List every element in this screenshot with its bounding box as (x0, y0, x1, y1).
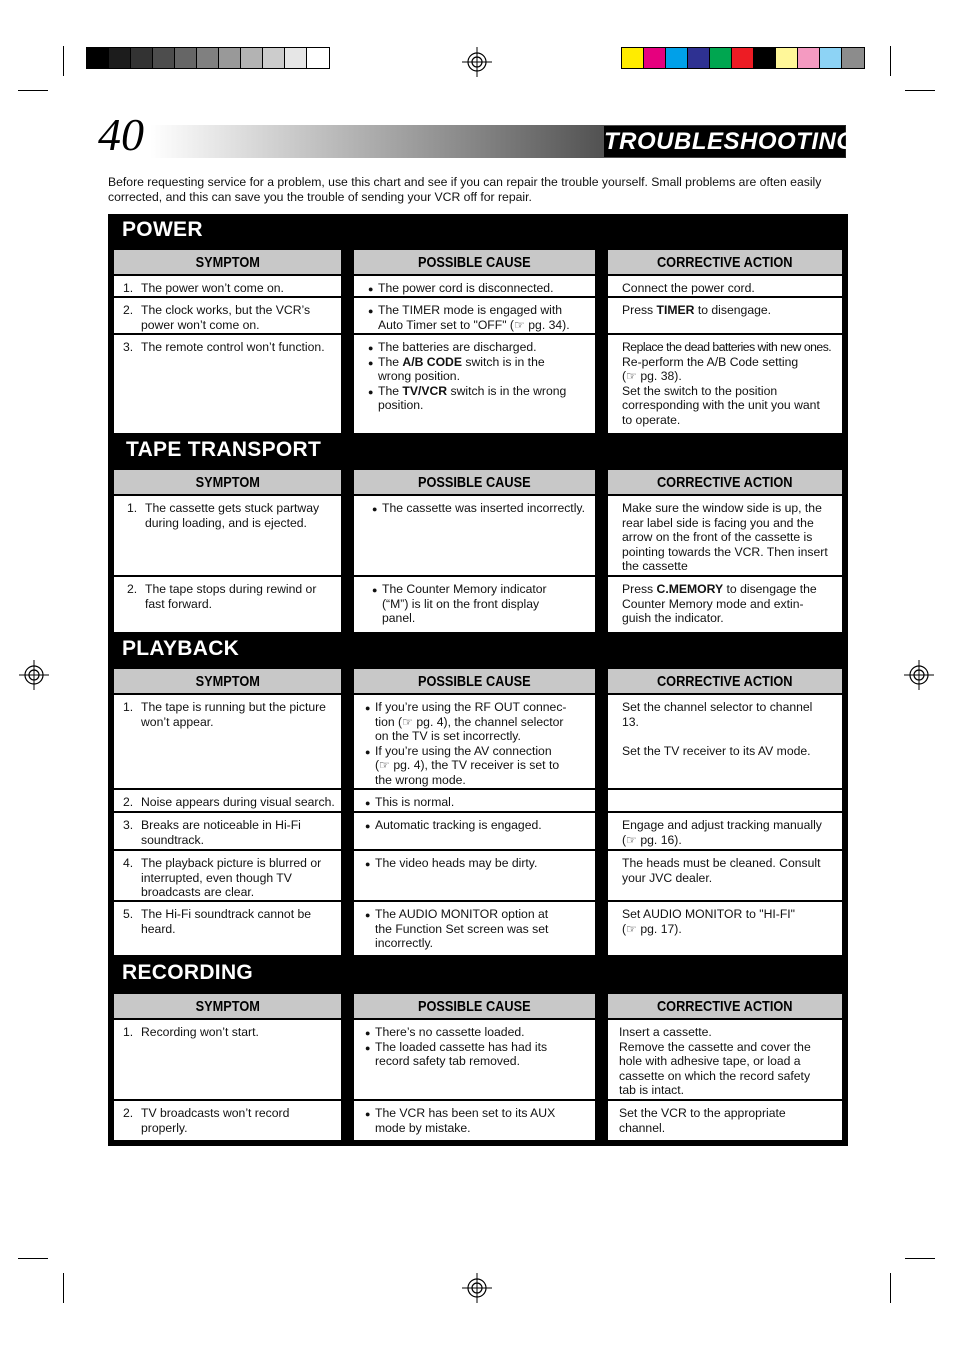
cause-text (378, 303, 570, 332)
action-cell (608, 695, 842, 788)
action-text (622, 582, 817, 626)
cause-column-header (354, 669, 595, 694)
bullet-icon: ● (365, 746, 371, 757)
intro-paragraph (108, 175, 848, 205)
action-cell (608, 335, 842, 433)
cause-text (378, 340, 537, 355)
symptom-cell (114, 902, 341, 955)
action-line: (☞ pg. 17). (622, 921, 682, 936)
bullet-icon: ● (368, 343, 374, 353)
symptom-line: The Hi-Fi soundtrack cannot be (141, 907, 312, 921)
action-column-header (608, 994, 842, 1019)
bullet-icon: ● (365, 910, 371, 920)
cause-text (375, 856, 537, 871)
action-line: Connect the power cord. (622, 281, 755, 295)
bullet-icon: ● (368, 306, 374, 316)
action-line: channel. (619, 1120, 666, 1135)
crop-mark (18, 1258, 48, 1259)
row-number: 2. (123, 795, 134, 809)
registration-mark-icon (19, 660, 49, 690)
cause-cell (354, 1101, 595, 1140)
symptom-text (141, 281, 284, 296)
action-line: Counter Memory mode and extin- (622, 596, 804, 611)
crop-mark (905, 90, 935, 91)
action-line: the cassette (622, 559, 688, 574)
action-text (622, 303, 771, 318)
color-swatch (776, 48, 798, 68)
color-swatch (732, 48, 754, 68)
cause-cell (354, 577, 595, 632)
crop-mark (905, 1258, 935, 1259)
action-line: cassette on which the record safety (619, 1068, 811, 1083)
action-line: (☞ pg. 16). (622, 832, 682, 847)
cause-cell (354, 298, 595, 333)
action-cell (608, 1101, 842, 1140)
color-swatch (153, 48, 175, 68)
symptom-line: fast forward. (145, 596, 213, 611)
action-text (622, 340, 831, 428)
color-swatch (688, 48, 710, 68)
symptom-line: The tape is running but the picture (141, 700, 326, 714)
action-column-header-label: CORRECTIVE ACTION (657, 254, 793, 271)
color-swatch (307, 48, 329, 68)
symptom-text (141, 1025, 259, 1040)
action-line: Set the TV receiver to its AV mode. (622, 743, 811, 758)
cause-text (375, 700, 566, 744)
symptom-cell (114, 298, 341, 333)
bullet-icon: ● (365, 798, 371, 808)
cause-line: Auto Timer set to "OFF" (☞ pg. 34). (378, 317, 570, 332)
action-line: Insert a cassette. (619, 1025, 712, 1039)
symptom-column-header-label: SYMPTOM (195, 254, 260, 271)
cause-text (375, 744, 559, 788)
key-label: TV/VCR (402, 383, 448, 398)
cause-line: The loaded cassette has had its (375, 1039, 548, 1054)
symptom-line: The clock works, but the VCR’s (141, 303, 311, 317)
bullet-icon: ● (365, 1028, 371, 1038)
color-swatch (798, 48, 820, 68)
section-title-tape_transport: TAPE TRANSPORT (126, 438, 322, 461)
color-swatch (241, 48, 263, 68)
color-swatch (109, 48, 131, 68)
symptom-text (141, 700, 326, 729)
color-swatch (197, 48, 219, 68)
symptom-column-header (114, 994, 341, 1019)
symptom-line: Recording won’t start. (141, 1025, 259, 1039)
action-cell (608, 851, 842, 900)
symptom-text (145, 582, 316, 611)
symptom-text (141, 340, 325, 355)
action-cell (608, 496, 842, 575)
symptom-cell (114, 1020, 341, 1099)
cause-text (375, 1040, 547, 1069)
action-cell (608, 577, 842, 632)
color-swatch (175, 48, 197, 68)
bullet-icon: ● (365, 1042, 371, 1053)
cause-line: record safety tab removed. (375, 1054, 520, 1069)
bullet-icon: ● (365, 703, 371, 713)
symptom-text (141, 907, 311, 936)
cause-line: The power cord is disconnected. (378, 281, 554, 295)
process-color-bar (621, 47, 865, 69)
cause-line: This is normal. (375, 795, 455, 809)
row-number: 1. (123, 281, 134, 295)
color-swatch (131, 48, 153, 68)
symptom-text (145, 501, 319, 530)
text-run: Press (622, 582, 657, 596)
symptom-cell (114, 335, 341, 433)
symptom-text (141, 303, 310, 332)
section-title-playback: PLAYBACK (122, 637, 240, 660)
cause-line: The video heads may be dirty. (375, 856, 538, 870)
row-number: 5. (123, 907, 134, 921)
symptom-line: Noise appears during visual search. (141, 795, 335, 809)
action-text (622, 700, 812, 758)
cause-line: The Counter Memory indicator (382, 582, 547, 596)
text-run: Press (622, 303, 657, 317)
cause-text (375, 1025, 525, 1040)
symptom-line: The cassette gets stuck partway (145, 501, 320, 515)
cause-line: the wrong mode. (375, 772, 466, 787)
cause-line: panel. (382, 611, 416, 626)
cause-line: The cassette was inserted incorrectly. (382, 501, 585, 515)
key-label: A/B CODE (402, 354, 462, 369)
color-swatch (644, 48, 666, 68)
cause-line: The TIMER mode is engaged with (378, 303, 563, 317)
symptom-line: interrupted, even though TV (141, 870, 292, 885)
color-swatch (87, 48, 109, 68)
cause-line: (“M”) is lit on the front display (382, 596, 540, 611)
cause-column-header-label: POSSIBLE CAUSE (418, 254, 531, 271)
action-text (622, 281, 755, 296)
symptom-cell (114, 790, 341, 811)
action-column-header-label: CORRECTIVE ACTION (657, 673, 793, 690)
action-line: Remove the cassette and cover the (619, 1039, 811, 1054)
symptom-text (141, 856, 321, 900)
symptom-cell (114, 1101, 341, 1140)
row-number: 3. (123, 340, 134, 354)
cause-cell (354, 1020, 595, 1099)
symptom-cell (114, 851, 341, 900)
symptom-line: properly. (141, 1120, 188, 1135)
row-number: 1. (127, 501, 138, 515)
crop-mark (18, 90, 48, 91)
cause-cell (354, 496, 595, 575)
text-run: switch is in the (461, 354, 545, 369)
row-number: 4. (123, 856, 134, 870)
crop-mark (63, 1273, 64, 1303)
page-number: 40 (98, 109, 144, 160)
symptom-line: during loading, and is ejected. (145, 515, 307, 530)
cause-line: The AUDIO MONITOR option at (375, 907, 549, 921)
action-cell (608, 813, 842, 849)
action-column-header-label: CORRECTIVE ACTION (657, 474, 793, 491)
symptom-text (141, 795, 335, 810)
action-column-header (608, 470, 842, 495)
symptom-cell (114, 276, 341, 296)
symptom-column-header-label: SYMPTOM (195, 474, 260, 491)
text-run: The (378, 383, 403, 398)
cause-line: (☞ pg. 4), the TV receiver is set to (375, 758, 560, 773)
symptom-column-header-label: SYMPTOM (195, 998, 260, 1015)
action-line: to operate. (622, 412, 681, 427)
cause-line: The batteries are discharged. (378, 340, 537, 354)
cause-text (382, 501, 585, 516)
symptom-text (141, 1106, 289, 1135)
cause-text (375, 907, 548, 951)
action-line: 13. (622, 714, 639, 729)
action-line (622, 582, 817, 597)
action-line: Make sure the window side is up, the (622, 501, 822, 515)
symptom-line: broadcasts are clear. (141, 885, 255, 900)
cause-line: If you’re using the AV connection (375, 743, 552, 758)
bullet-icon: ● (365, 1109, 371, 1119)
action-column-header (608, 250, 842, 275)
intro-line: Before requesting service for a problem, use this chart and see if you can repair the trouble yourself. Small problems are often easily (108, 175, 822, 189)
cause-cell (354, 851, 595, 900)
key-label: TIMER (656, 303, 695, 317)
cause-text (378, 384, 566, 413)
cause-cell (354, 813, 595, 849)
bullet-icon: ● (365, 821, 371, 831)
key-label: C.MEMORY (656, 582, 724, 596)
cause-line (378, 355, 545, 370)
cause-line: position. (378, 398, 424, 413)
cause-line (378, 384, 566, 399)
color-swatch (754, 48, 776, 68)
cause-text (378, 355, 545, 384)
action-line (622, 303, 771, 318)
symptom-line: TV broadcasts won’t record (141, 1106, 290, 1120)
action-cell (608, 902, 842, 955)
action-line: rear label side is facing you and the (622, 515, 814, 530)
symptom-line: power won’t come on. (141, 317, 260, 332)
symptom-line: The power won’t come on. (141, 281, 284, 295)
cause-cell (354, 790, 595, 811)
grayscale-color-bar (86, 47, 330, 69)
bullet-icon: ● (368, 284, 374, 294)
registration-mark-icon (462, 47, 492, 77)
cause-text (382, 582, 547, 626)
action-line: Set AUDIO MONITOR to "HI-FI" (622, 907, 795, 921)
bullet-icon: ● (365, 859, 371, 869)
action-text (622, 818, 822, 847)
symptom-line: The remote control won’t function. (141, 340, 325, 354)
action-text (619, 1106, 786, 1135)
symptom-line: won’t appear. (141, 714, 214, 729)
symptom-column-header-label: SYMPTOM (195, 673, 260, 690)
registration-mark-icon (462, 1273, 492, 1303)
symptom-text (141, 818, 301, 847)
row-number: 1. (123, 1025, 134, 1039)
cause-line: wrong position. (378, 369, 460, 384)
action-line: (☞ pg. 38). (622, 369, 682, 384)
action-column-header-label: CORRECTIVE ACTION (657, 998, 793, 1015)
color-swatch (285, 48, 307, 68)
cause-column-header-label: POSSIBLE CAUSE (418, 998, 531, 1015)
color-swatch (710, 48, 732, 68)
color-swatch (820, 48, 842, 68)
action-line: pointing towards the VCR. Then insert (622, 544, 828, 559)
action-line: tab is intact. (619, 1083, 685, 1098)
action-line: Set the channel selector to channel (622, 700, 813, 714)
action-cell (608, 790, 842, 811)
row-number: 2. (123, 1106, 134, 1120)
symptom-line: The tape stops during rewind or (145, 582, 317, 596)
cause-column-header (354, 250, 595, 275)
action-text (619, 1025, 811, 1098)
cause-column-header-label: POSSIBLE CAUSE (418, 474, 531, 491)
action-line: corresponding with the unit you want (622, 398, 820, 413)
symptom-cell (114, 695, 341, 788)
cause-text (375, 818, 542, 833)
cause-column-header-label: POSSIBLE CAUSE (418, 673, 531, 690)
color-swatch (666, 48, 688, 68)
cause-column-header (354, 994, 595, 1019)
action-cell (608, 276, 842, 296)
cause-text (375, 1106, 555, 1135)
cause-line: There’s no cassette loaded. (375, 1025, 525, 1039)
action-text (622, 856, 821, 885)
text-run: switch is in the wrong (447, 383, 567, 398)
cause-line: Automatic tracking is engaged. (375, 818, 542, 832)
intro-line: corrected, and this can save you the trouble of sending your VCR off for repair. (108, 190, 532, 204)
cause-cell (354, 695, 595, 788)
row-number: 1. (123, 700, 134, 714)
section-title-power: POWER (122, 218, 203, 241)
cause-text (375, 795, 454, 810)
cause-line: mode by mistake. (375, 1120, 471, 1135)
symptom-line: heard. (141, 921, 176, 936)
color-swatch (219, 48, 241, 68)
color-swatch (842, 48, 864, 68)
page-title: TROUBLESHOOTING (604, 128, 856, 155)
color-swatch (622, 48, 644, 68)
action-line: your JVC dealer. (622, 870, 713, 885)
action-line: Replace the dead batteries with new ones. (622, 340, 832, 354)
cause-line: tion (☞ pg. 4), the channel selector (375, 714, 564, 729)
registration-mark-icon (904, 660, 934, 690)
action-line: hole with adhesive tape, or load a (619, 1054, 801, 1069)
cause-line: If you’re using the RF OUT connec- (375, 700, 567, 714)
row-number: 2. (127, 582, 138, 596)
cause-cell (354, 276, 595, 296)
action-cell (608, 298, 842, 333)
cause-cell (354, 902, 595, 955)
symptom-column-header (114, 250, 341, 275)
text-run: The (378, 354, 403, 369)
cause-line: on the TV is set incorrectly. (375, 729, 521, 744)
symptom-line: Breaks are noticeable in Hi-Fi (141, 818, 301, 832)
crop-mark (890, 46, 891, 76)
bullet-icon: ● (372, 585, 378, 595)
symptom-cell (114, 577, 341, 632)
section-title-recording: RECORDING (122, 961, 254, 984)
action-line (622, 729, 812, 744)
action-line: Re-perform the A/B Code setting (622, 354, 799, 369)
crop-mark (63, 46, 64, 76)
cause-line: the Function Set screen was set (375, 921, 549, 936)
text-run: to disengage. (694, 303, 772, 317)
symptom-cell (114, 813, 341, 849)
symptom-line: The playback picture is blurred or (141, 856, 322, 870)
action-text (622, 501, 828, 574)
symptom-column-header (114, 470, 341, 495)
action-line: The heads must be cleaned. Consult (622, 856, 821, 870)
action-line: Set the VCR to the appropriate (619, 1106, 786, 1120)
action-column-header (608, 669, 842, 694)
action-line: Set the switch to the position (622, 383, 778, 398)
cause-column-header (354, 470, 595, 495)
symptom-column-header (114, 669, 341, 694)
action-line: arrow on the front of the cassette is (622, 530, 813, 545)
action-cell (608, 1020, 842, 1099)
bullet-icon: ● (368, 386, 374, 397)
color-swatch (263, 48, 285, 68)
row-number: 3. (123, 818, 134, 832)
symptom-line: soundtrack. (141, 832, 205, 847)
symptom-cell (114, 496, 341, 575)
crop-mark (890, 1273, 891, 1303)
cause-line: incorrectly. (375, 936, 434, 951)
cause-text (378, 281, 553, 296)
action-line: guish the indicator. (622, 611, 724, 626)
text-run: to disengage the (723, 582, 817, 596)
bullet-icon: ● (368, 357, 374, 368)
bullet-icon: ● (372, 504, 378, 514)
cause-cell (354, 335, 595, 433)
cause-line: The VCR has been set to its AUX (375, 1106, 556, 1120)
row-number: 2. (123, 303, 134, 317)
action-line: Engage and adjust tracking manually (622, 818, 822, 832)
action-text (622, 907, 795, 936)
